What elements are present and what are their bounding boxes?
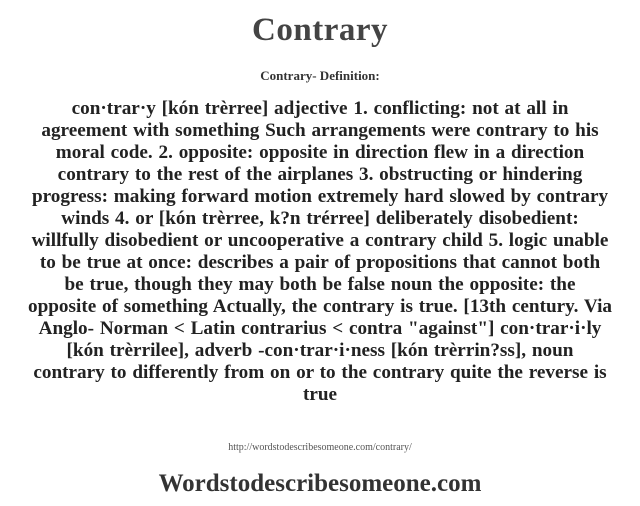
definition-text: con·trar·y [kón trèrree] adjective 1. conflicting: not at all in agreement with something Such arrangements were contrary to his moral code. 2. opposite: opposite in direction flew in a direction contrary to the rest of the airplanes 3. obstructing or hindering progress: making forward motion extremely hard slowed by contrary winds 4. or [kón trèrree, k?n trérree] deliberately disobedient: willfully disobedient or uncooperative a contrary child 5. logic unable to be true at once: describes a pair of propositions that cannot both be true, though they may both be false noun the opposite: the opposite of something Actually, the contrary is true. [13th century. Via Anglo- Norman < Latin contrarius < contra "against"] con·trar·i·ly [kón trèrrilee], adverb -con·trar·i·ness [kón trèrrin?ss], noun contrary to differently from on or to the contrary quite the reverse is true bbox=[28, 98, 612, 405]
site-brand: Wordstodescribesomeone.com bbox=[158, 470, 482, 497]
definition-subtitle: Contrary- Definition: bbox=[260, 68, 380, 83]
source-url: http://wordstodescribesomeone.com/contrary/ bbox=[228, 442, 412, 453]
page-title: Contrary bbox=[252, 12, 388, 48]
